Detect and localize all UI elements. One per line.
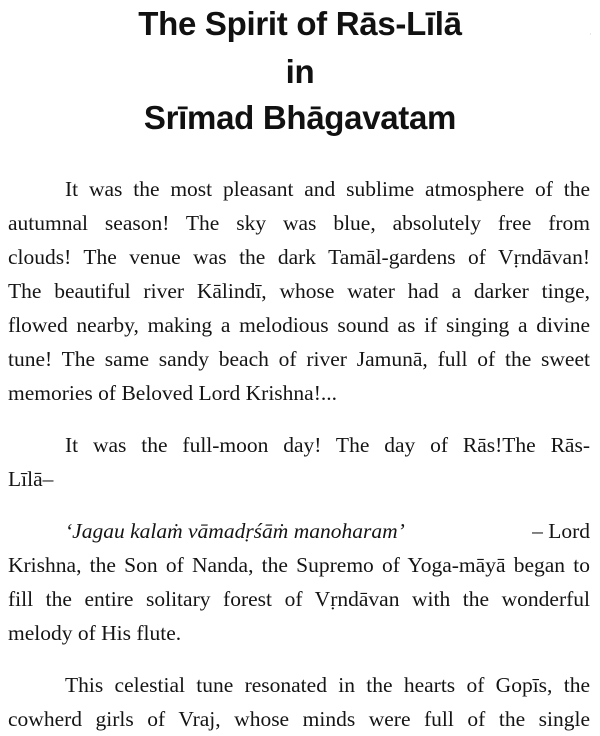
paragraph-2-line-2: Līlā– [8, 467, 54, 491]
chapter-title-line-1: The Spirit of Rās-Līlā [138, 5, 462, 42]
paragraph-1-line-7: memories of Beloved Lord Krishna!... [8, 381, 337, 405]
paragraph-4-line-1: This celestial tune resonated in the hearts of Gopīs, the [65, 673, 590, 697]
paragraph-3-line-3: fill the entire solitary forest of Vṛndāvan with the wonderful [8, 587, 590, 611]
paragraph-1-line-5: flowed nearby, making a melodious sound as if singing a divine [8, 313, 590, 337]
paragraph-1-line-2: autumnal season! The sky was blue, absolutely free from [8, 211, 590, 235]
quote-continuation: – Lord [532, 519, 590, 543]
chapter-title-line-2: in [285, 53, 315, 90]
paragraph-3-line-1 [8, 514, 590, 548]
paragraph-1-line-6: tune! The same sandy beach of river Jamunā, full of the sweet [8, 347, 590, 371]
page-corner-mark: · [589, 30, 592, 40]
paragraph-2-line-1: It was the full-moon day! The day of Rās!The Rās- [65, 433, 590, 457]
paragraph-1-line-1: It was the most pleasant and sublime atmosphere of the [65, 177, 590, 201]
paragraph-3-line-2: Krishna, the Son of Nanda, the Supremo of Yoga-māyā began to [8, 553, 590, 577]
chapter-title-line-3: Srīmad Bhāgavatam [143, 99, 457, 136]
paragraph-4-line-2: cowherd girls of Vraj, whose minds were full of the single [8, 707, 590, 731]
paragraph-1-line-3: clouds! The venue was the dark Tamāl-gardens of Vṛndāvan! [8, 245, 590, 269]
sanskrit-quote: ‘Jagau kalaṁ vāmadṛśāṁ manoharam’ [65, 519, 405, 543]
paragraph-3-line-4: melody of His flute. [8, 621, 182, 645]
paragraph-1-line-4: The beautiful river Kālindī, whose water had a darker tinge, [8, 279, 590, 303]
